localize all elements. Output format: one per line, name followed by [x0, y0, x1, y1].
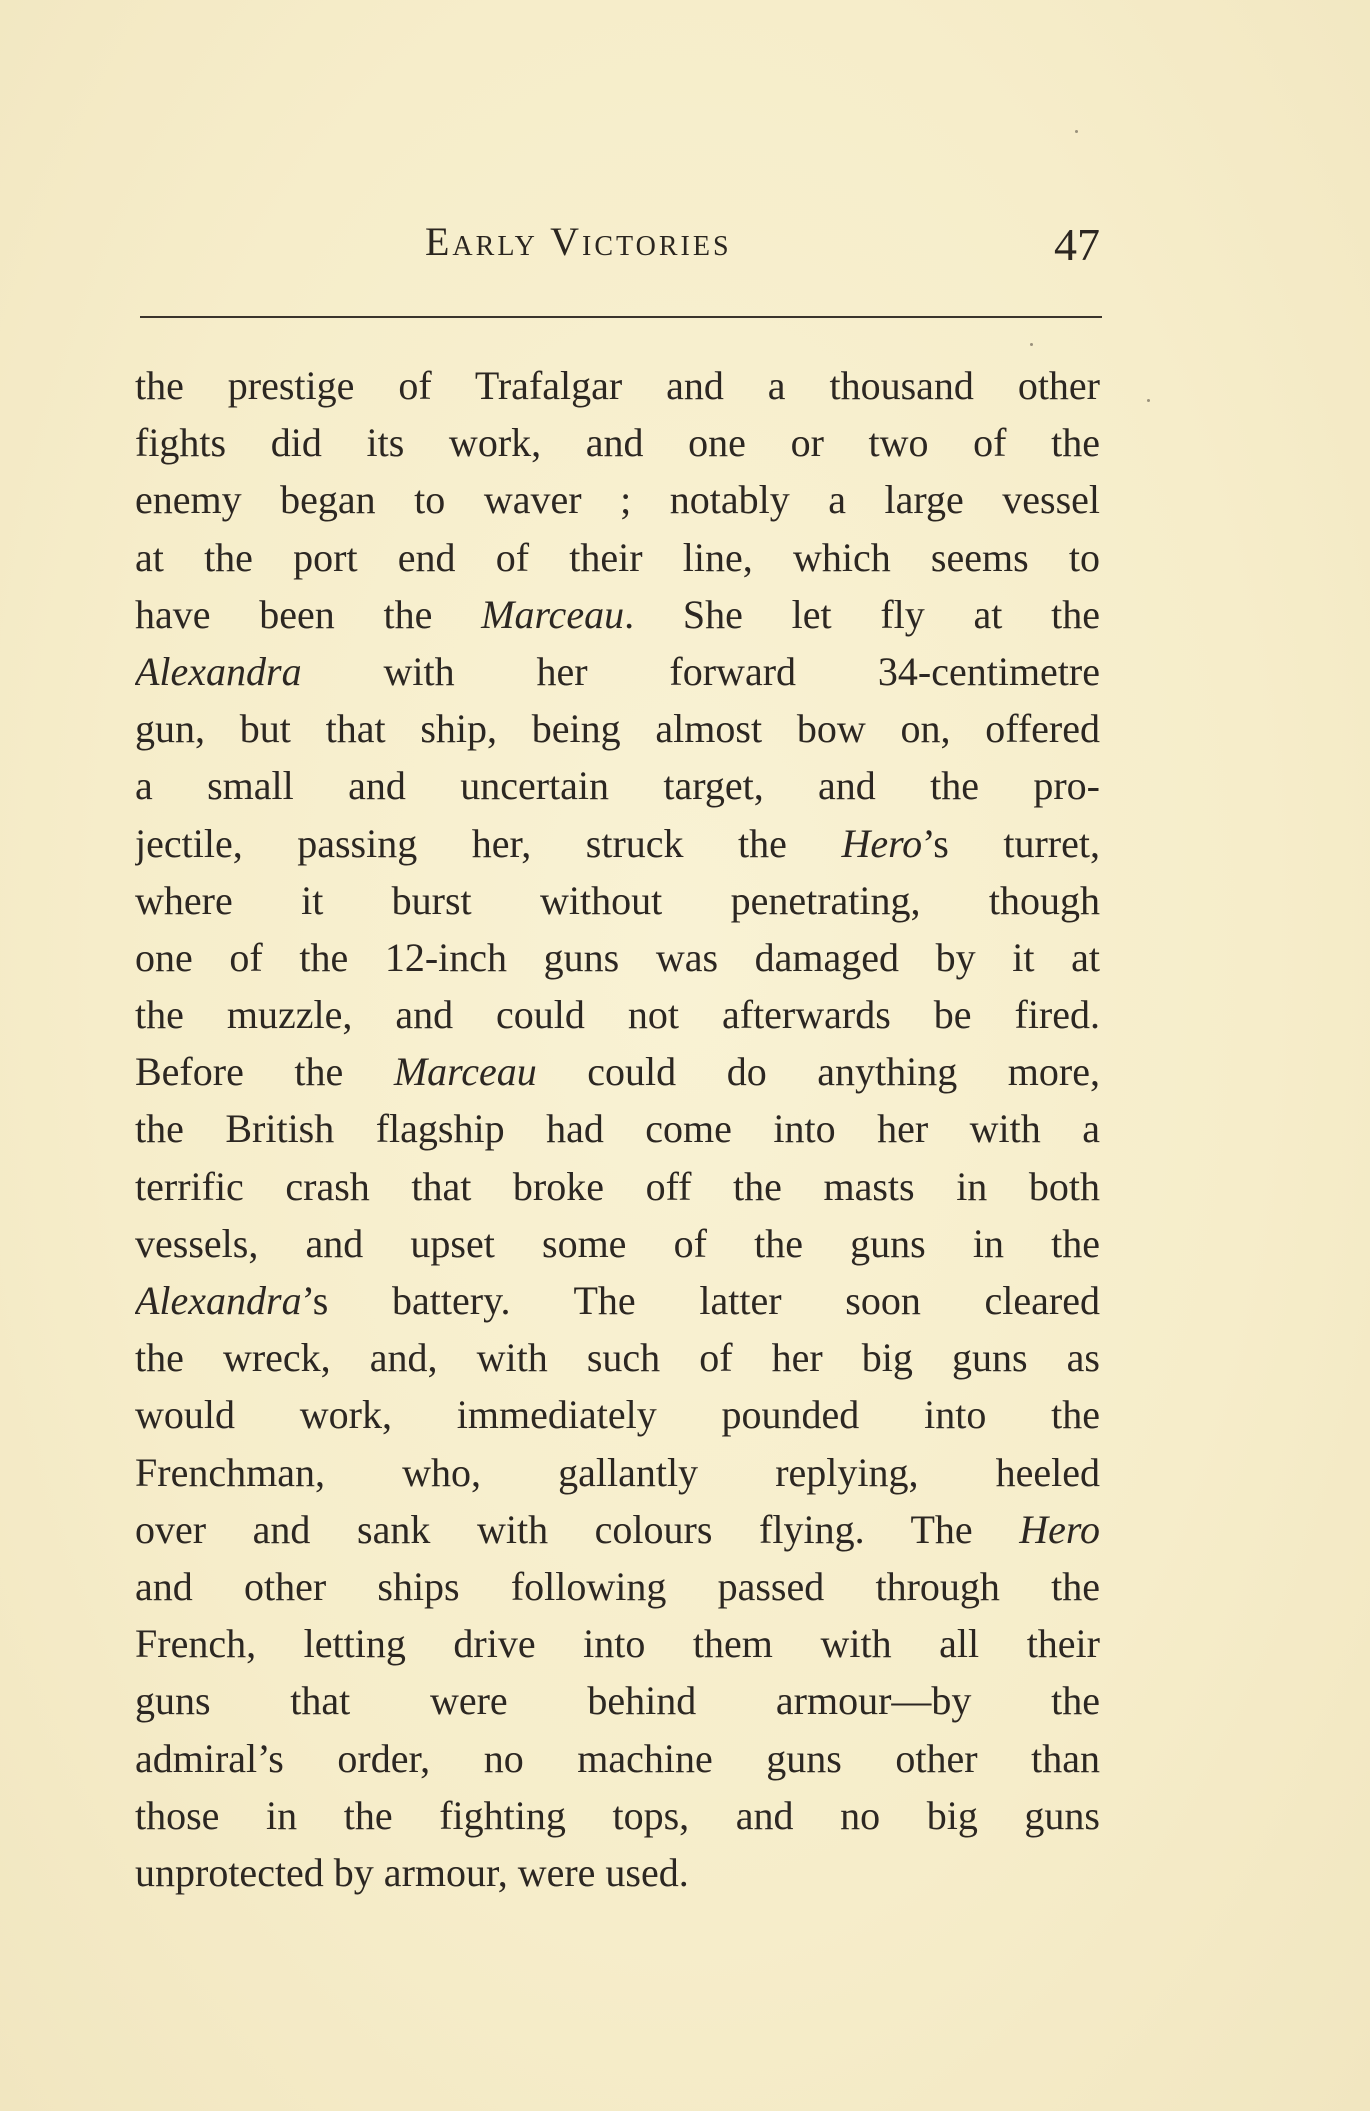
text-line: those in the fighting tops, and no big guns [135, 1792, 1100, 1838]
paper-speck [1075, 130, 1078, 133]
text-line: over and sank with colours flying. The Hero [135, 1506, 1100, 1552]
text-line: at the port end of their line, which seems to [135, 534, 1100, 580]
text-line: Alexandra’s battery. The latter soon cleared [135, 1278, 1100, 1323]
text-line: one of the 12-inch guns was damaged by it at [135, 934, 1100, 980]
text-line: Before the Marceau could do anything more, [135, 1049, 1100, 1095]
text-line: guns that were behind armour—by the [135, 1678, 1100, 1724]
text-line: terrific crash that broke off the masts in both [135, 1163, 1100, 1209]
ship-name: Hero [1019, 1506, 1100, 1552]
text-line: have been the Marceau. She let fly at the [135, 591, 1100, 637]
text-line: Frenchman, who, gallantly replying, heeled [135, 1449, 1100, 1495]
header-rule [140, 316, 1102, 318]
text-line: jectile, passing her, struck the Hero’s turret, [135, 820, 1100, 866]
text-line: enemy began to waver ; notably a large vessel [135, 477, 1100, 523]
text-line: a small and uncertain target, and the pro- [135, 763, 1100, 809]
ship-name: Alexandra [135, 648, 302, 694]
text-line: vessels, and upset some of the guns in the [135, 1220, 1100, 1266]
text-line: French, letting drive into them with all their [135, 1621, 1100, 1667]
ship-name: Marceau [481, 591, 625, 637]
page-number: 47 [1054, 219, 1100, 270]
running-head-title: Early Victories [425, 219, 732, 264]
paper-speck [1147, 399, 1150, 402]
ship-name: Marceau [393, 1049, 537, 1095]
text-line: would work, immediately pounded into the [135, 1392, 1100, 1438]
text-line: unprotected by armour, were used. [135, 1849, 689, 1895]
body-paragraph [135, 357, 1100, 1901]
ship-name: Alexandra [135, 1278, 302, 1323]
ship-name: Hero [841, 820, 923, 866]
text-line: gun, but that ship, being almost bow on, offered [135, 706, 1100, 752]
text-line: the wreck, and, with such of her big guns as [135, 1335, 1100, 1381]
text-line: admiral’s order, no machine guns other than [135, 1735, 1100, 1781]
text-line: and other ships following passed through the [135, 1563, 1100, 1609]
text-line: fights did its work, and one or two of the [135, 420, 1100, 466]
text-line: the prestige of Trafalgar and a thousand other [135, 363, 1100, 408]
text-line: Alexandra with her forward 34-centimetre [135, 648, 1100, 694]
text-line: where it burst without penetrating, though [135, 877, 1100, 923]
text-line: the muzzle, and could not afterwards be fired. [135, 992, 1100, 1038]
text-line: the British flagship had come into her with a [135, 1106, 1100, 1152]
running-head [135, 210, 1100, 280]
paper-speck [1030, 343, 1033, 346]
